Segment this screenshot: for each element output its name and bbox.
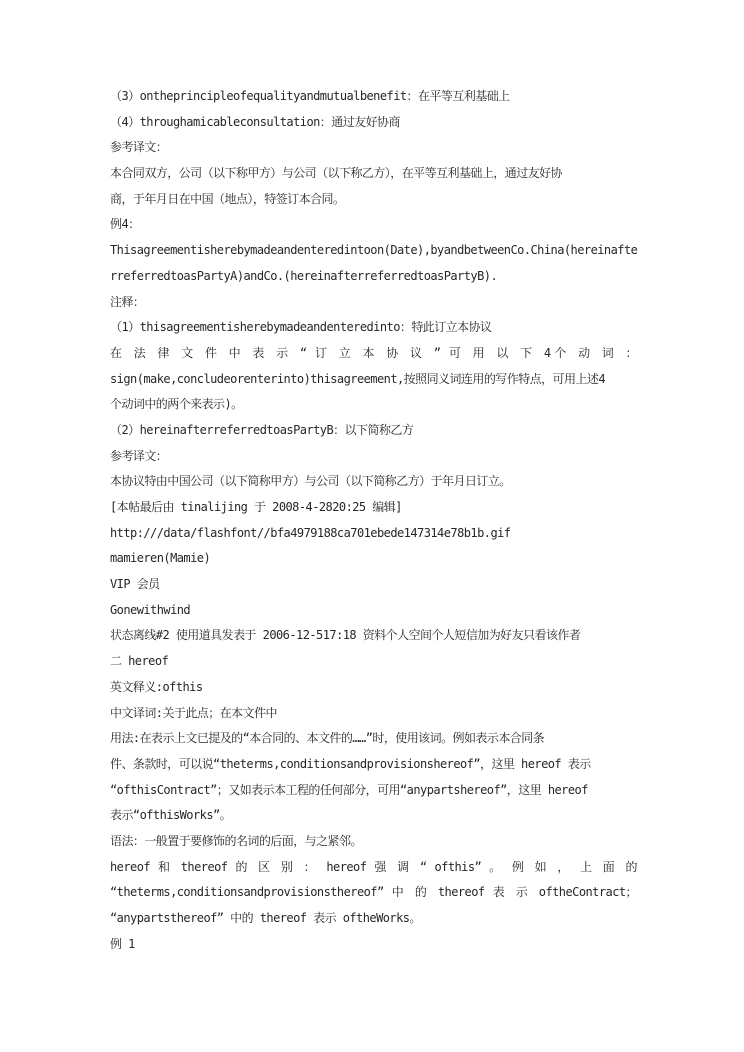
doc-line: rreferredtoasPartyA)andCo.(hereinafterreferredtoasPartyB).	[110, 268, 498, 283]
doc-line: “ofthisContract”；又如表示本工程的任何部分，可用“anypartshereof”，这里 hereof	[110, 782, 588, 797]
doc-line-user-group: VIP 会员	[110, 577, 160, 592]
doc-line-url: http:///data/flashfont//bfa4979188ca701ebede147314e78b1b.gif	[110, 525, 511, 540]
doc-line: 本协议特由中国公司（以下简称甲方）与公司（以下简称乙方）于年月日订立。	[110, 474, 511, 489]
doc-line: 商，于年月日在中国（地点），特签订本合同。	[110, 191, 345, 206]
doc-line: 参考译文：	[110, 140, 168, 155]
doc-line: sign(make,concludeorenterinto)thisagreement,按照同义词连用的写作特点，可用上述4	[110, 371, 606, 386]
doc-line: Thisagreementisherebymadeandenteredintoon(Date),byandbetweenCo.China(hereinafte	[110, 243, 638, 258]
doc-line: 英文释义:ofthis	[110, 679, 203, 694]
doc-line: 语法：一般置于要修饰的名词的后面，与之紧邻。	[110, 833, 362, 848]
doc-line-post-meta: 状态离线#2 使用道具发表于 2006-12-517:18 资料个人空间个人短信加为好友只看该作者	[110, 628, 581, 643]
doc-line: 注释：	[110, 294, 145, 309]
doc-line: 在 法 律 文 件 中 表 示 “ 订 立 本 协 议 ” 可 用 以 下 4个 动 词 ：	[110, 345, 637, 360]
doc-line: 件、条款时，可以说“theterms,conditionsandprovisionshereof”，这里 hereof 表示	[110, 756, 591, 771]
doc-line: （4）throughamicableconsultation：通过友好协商	[110, 114, 400, 129]
doc-line: （3）ontheprincipleofequalityandmutualbenefit：在平等互利基础上	[110, 89, 510, 103]
doc-line: （2）hereinafterreferredtoasPartyB：以下简称乙方	[110, 422, 414, 437]
doc-line-username: mamieren(Mamie)	[110, 551, 211, 566]
doc-line: 用法:在表示上文已提及的“本合同的、本文件的……”时，使用该词。例如表示本合同条	[110, 731, 545, 746]
doc-line: 本合同双方，公司（以下称甲方）与公司（以下称乙方），在平等互利基础上，通过友好协	[110, 166, 563, 181]
doc-line: 个动词中的两个来表示)。	[110, 397, 243, 412]
doc-line-edit-note: [本帖最后由 tinalijing 于 2008-4-2820:25 编辑]	[110, 500, 402, 514]
doc-line: “theterms,conditionsandprovisionsthereof” 中 的 thereof 表 示 oftheContract；	[110, 885, 637, 900]
doc-line: （1）thisagreementisherebymadeandenteredinto：特此订立本协议	[110, 320, 492, 335]
doc-line-username: Gonewithwind	[110, 602, 191, 617]
document-text-block	[110, 84, 637, 957]
doc-line: 例4：	[110, 217, 140, 232]
doc-line: 参考译文：	[110, 448, 168, 463]
doc-line: 例 1	[110, 936, 135, 951]
doc-line: 中文译词:关于此点；在本文件中	[110, 705, 277, 720]
doc-line: “anypartsthereof” 中的 thereof 表示 oftheWorks。	[110, 911, 421, 925]
doc-line: hereof 和 thereof 的 区 别 ： hereof 强 调 “ ofthis” 。 例 如 ， 上 面 的	[110, 859, 637, 874]
doc-line-section-heading: 二 hereof	[110, 654, 169, 669]
doc-line: 表示“ofthisWorks”。	[110, 808, 232, 823]
